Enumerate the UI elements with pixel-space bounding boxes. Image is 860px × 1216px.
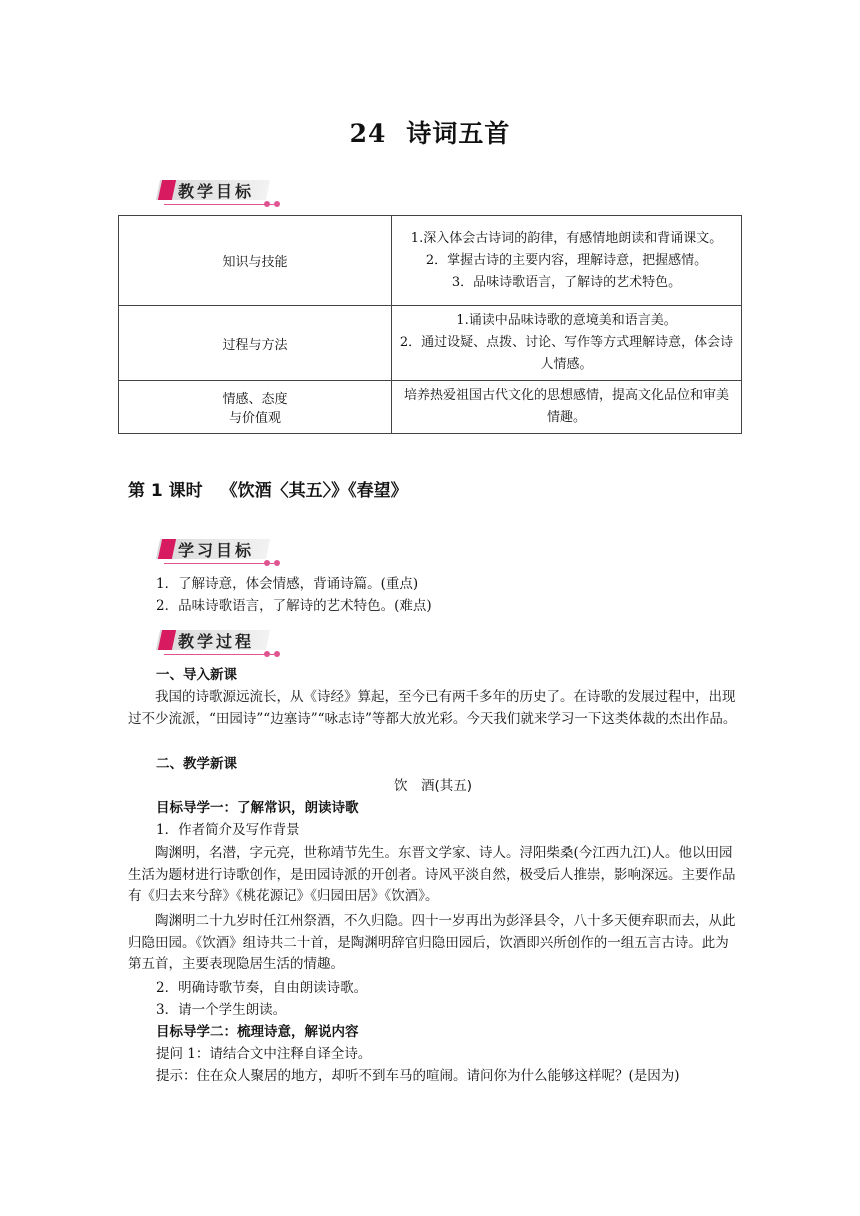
content-line: 2．通过设疑、点拨、讨论、写作等方式理解诗意，体会诗人情感。	[399, 335, 734, 372]
section-heading: 一、导入新课	[156, 667, 237, 683]
page-title	[0, 114, 860, 150]
lesson-heading	[128, 476, 408, 501]
table-row	[119, 381, 742, 434]
poem-title: 饮 酒(其五)	[393, 778, 473, 794]
background-paragraph: 陶渊明二十九岁时任江州祭酒，不久归隐。四十一岁再出为彭泽县令，八十多天便弃职而去，从此归隐田园。《饮酒》组诗共二十首，是陶渊明辞官归隐田园后，饮酒即兴所创作的一组五言古诗。此为第五首，主要表现隐居生活的情趣。	[128, 913, 736, 972]
category-cell	[119, 381, 392, 434]
banner-label: 教学过程	[178, 632, 255, 651]
learning-goal-item: 2．品味诗歌语言，了解诗的艺术特色。(难点)	[156, 598, 432, 614]
category-cell: 过程与方法	[119, 306, 392, 381]
category-line: 与价值观	[228, 411, 281, 426]
lesson-books: 《饮酒〈其五〉》《春望》	[220, 481, 408, 501]
content-line: 1.诵读中品味诗歌的意境美和语言美。	[456, 313, 677, 328]
content-cell	[392, 306, 742, 381]
teaching-goals-table	[118, 215, 742, 434]
lesson-number: 24	[349, 119, 387, 148]
goal-heading: 目标导学二：梳理诗意，解说内容	[156, 1024, 359, 1040]
banner-label: 学习目标	[178, 541, 255, 560]
content-cell	[392, 216, 742, 306]
list-item: 2．明确诗歌节奏，自由朗读诗歌。	[156, 980, 368, 996]
table-row	[119, 216, 742, 306]
list-item: 1．作者简介及写作背景	[156, 822, 300, 838]
content-line: 1.深入体会古诗词的韵律，有感情地朗读和背诵课文。	[410, 230, 723, 246]
category-line: 情感、态度	[222, 392, 288, 407]
content-line: 2．掌握古诗的主要内容，理解诗意，把握感情。	[425, 252, 708, 268]
banner-label: 教学目标	[178, 182, 255, 201]
content-cell	[392, 381, 742, 434]
list-item: 3．请一个学生朗读。	[156, 1002, 287, 1018]
question: 提问 1：请结合文中注释自译全诗。	[156, 1046, 372, 1062]
content-line: 3．品味诗歌语言，了解诗的艺术特色。	[451, 274, 682, 290]
lesson-title: 诗词五首	[406, 119, 511, 148]
content-line: 培养热爱祖国古代文化的思想感情，提高文化品位和审美情趣。	[403, 388, 729, 425]
section-heading: 二、教学新课	[156, 756, 237, 772]
table-row	[119, 306, 742, 381]
intro-paragraph: 我国的诗歌源远流长，从《诗经》算起，至今已有两千多年的历史了。在诗歌的发展过程中，出现过不少流派，“田园诗”“边塞诗”“咏志诗”等都大放光彩。今天我们就来学习一下这类体裁的杰出作品。	[128, 689, 737, 727]
teaching-process-banner	[156, 628, 282, 658]
category-cell: 知识与技能	[119, 216, 392, 306]
learning-goals-banner	[156, 537, 282, 567]
author-paragraph: 陶渊明，名潜，字元亮，世称靖节先生。东晋文学家、诗人。浔阳柴桑(今江西九江)人。他以田园生活为题材进行诗歌创作，是田园诗派的开创者。诗风平淡自然，极受后人推崇，影响深远。主要作品有《归去来兮辞》《桃花源记》《归园田居》《饮酒》。	[128, 845, 736, 904]
goal-heading: 目标导学一：了解常识，朗读诗歌	[156, 800, 359, 816]
learning-goal-item: 1．了解诗意，体会情感，背诵诗篇。(重点)	[156, 576, 419, 592]
hint: 提示：住在众人聚居的地方，却听不到车马的喧闹。请问你为什么能够这样呢？(是因为)	[156, 1068, 680, 1084]
teaching-goals-banner	[156, 178, 282, 208]
lesson-period: 第 1 课时	[128, 481, 203, 501]
